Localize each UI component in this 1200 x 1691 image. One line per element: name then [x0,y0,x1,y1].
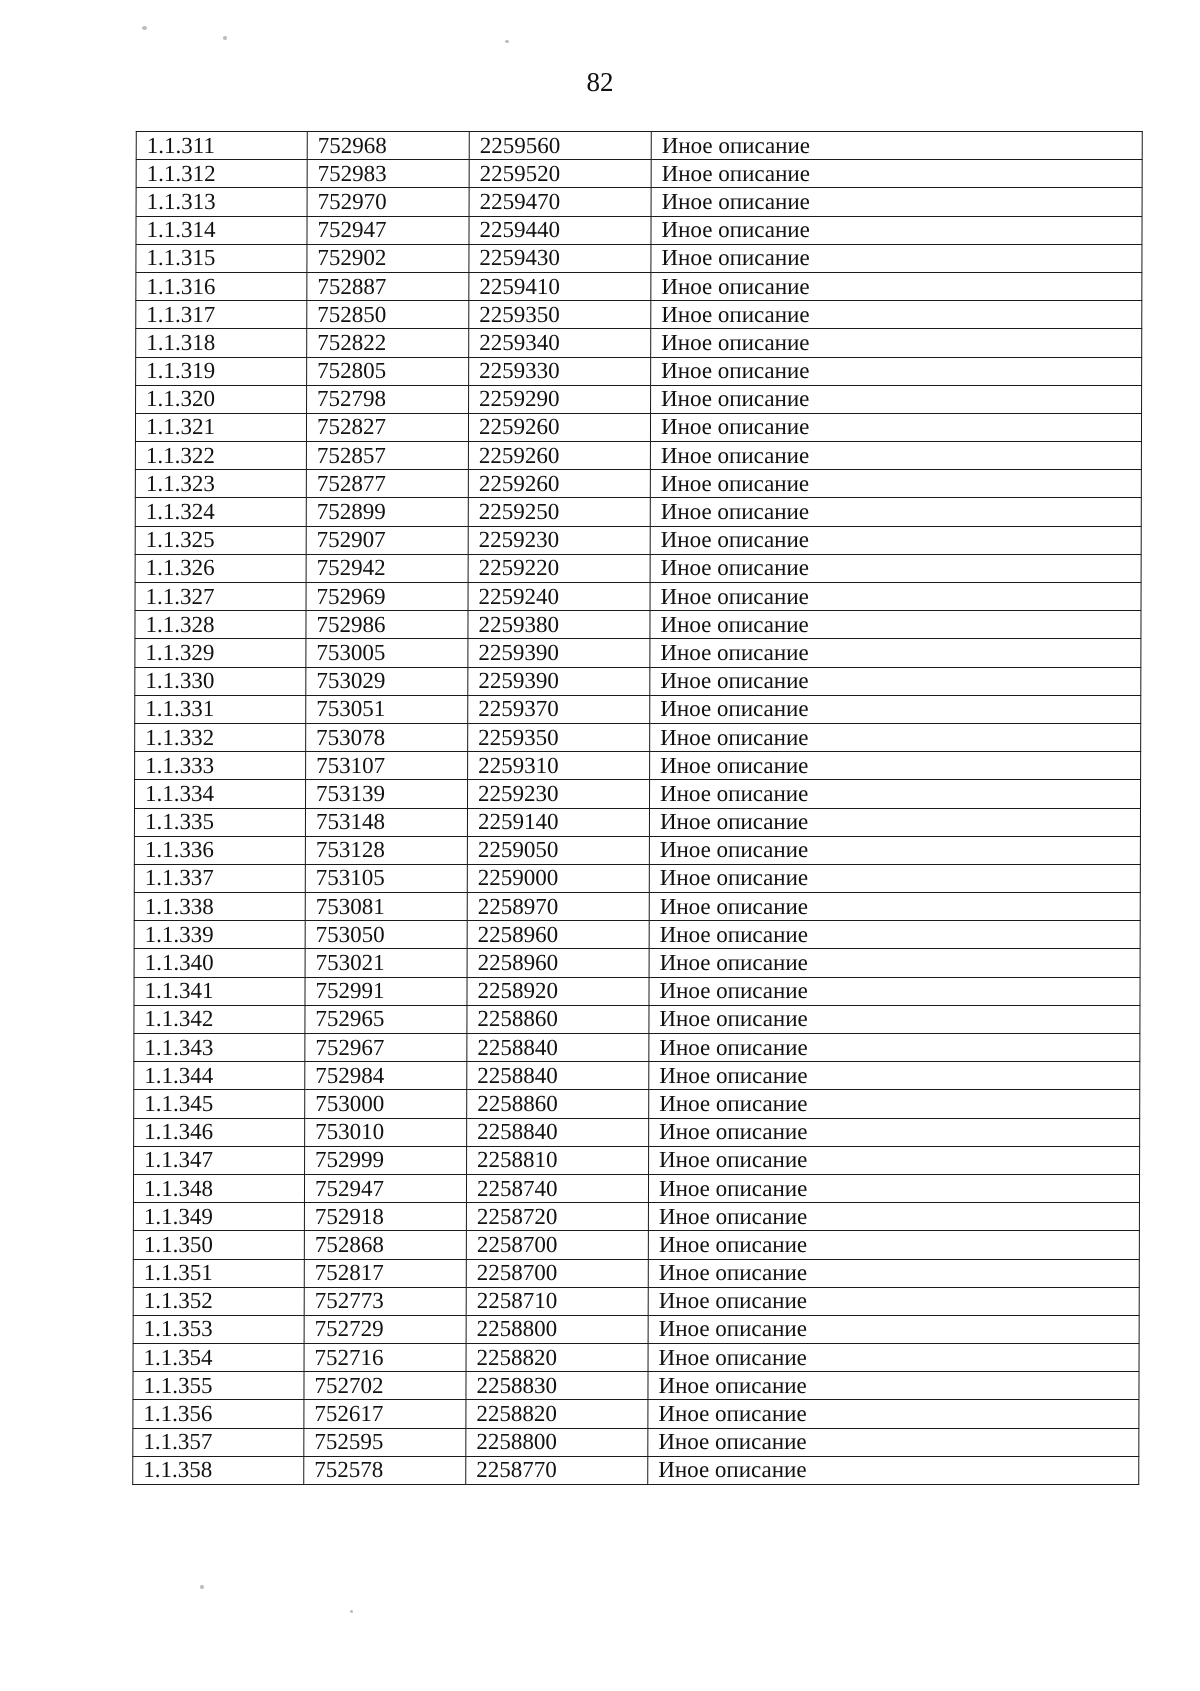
y-coordinate-cell: 2259430 [469,244,651,272]
table-body [133,132,1143,1485]
x-coordinate-cell: 752965 [305,1005,467,1033]
description-cell: Иное описание [649,893,1140,921]
table-row [134,1034,1140,1062]
point-number-cell: 1.1.348 [133,1174,304,1202]
point-number-cell: 1.1.328 [135,611,306,639]
point-number-cell: 1.1.326 [135,554,306,582]
y-coordinate-cell: 2259290 [469,385,651,413]
table-row [135,498,1141,526]
scan-speck [142,26,147,30]
point-number-cell: 1.1.349 [133,1203,304,1231]
point-number-cell: 1.1.319 [136,357,307,385]
table-row [134,921,1140,949]
point-number-cell: 1.1.337 [134,864,305,892]
x-coordinate-cell: 753139 [306,780,468,808]
x-coordinate-cell: 752729 [304,1315,466,1343]
scan-speck [223,36,227,40]
description-cell: Иное описание [648,1456,1139,1484]
description-cell: Иное описание [650,526,1141,554]
x-coordinate-cell: 752716 [304,1344,466,1372]
y-coordinate-cell: 2258860 [467,1090,649,1118]
table-row [133,1315,1139,1343]
y-coordinate-cell: 2259310 [468,752,650,780]
x-coordinate-cell: 752902 [307,244,469,272]
y-coordinate-cell: 2258960 [467,949,649,977]
description-cell: Иное описание [649,1005,1140,1033]
y-coordinate-cell: 2259380 [468,611,650,639]
table-row [134,977,1140,1005]
point-number-cell: 1.1.351 [133,1259,304,1287]
y-coordinate-cell: 2259260 [468,442,650,470]
x-coordinate-cell: 752817 [304,1259,466,1287]
point-number-cell: 1.1.343 [134,1034,305,1062]
y-coordinate-cell: 2258720 [466,1203,648,1231]
y-coordinate-cell: 2259340 [469,329,651,357]
table-row [136,385,1142,413]
scan-speck [350,1610,353,1613]
table-row [135,639,1141,667]
y-coordinate-cell: 2258970 [467,893,649,921]
point-number-cell: 1.1.352 [133,1287,304,1315]
description-cell: Иное описание [648,1315,1139,1343]
description-cell: Иное описание [648,1344,1139,1372]
y-coordinate-cell: 2258840 [467,1118,649,1146]
description-cell: Иное описание [650,723,1141,751]
y-coordinate-cell: 2259410 [469,272,651,300]
x-coordinate-cell: 752877 [306,470,468,498]
x-coordinate-cell: 752918 [304,1203,466,1231]
y-coordinate-cell: 2259350 [468,723,650,751]
table-row [133,1456,1139,1484]
table-row [136,272,1142,300]
x-coordinate-cell: 752822 [307,329,469,357]
description-cell: Иное описание [648,1231,1139,1259]
table-row [133,1428,1139,1456]
x-coordinate-cell: 752773 [304,1287,466,1315]
description-cell: Иное описание [650,639,1141,667]
description-cell: Иное описание [649,1090,1140,1118]
table-row [133,1231,1139,1259]
y-coordinate-cell: 2259220 [468,554,650,582]
point-number-cell: 1.1.327 [135,583,306,611]
description-cell: Иное описание [651,272,1142,300]
point-number-cell: 1.1.331 [135,695,306,723]
table-row [133,1287,1139,1315]
y-coordinate-cell: 2259390 [468,639,650,667]
x-coordinate-cell: 752969 [306,583,468,611]
description-cell: Иное описание [649,1146,1140,1174]
table-row [136,160,1142,188]
point-number-cell: 1.1.345 [134,1090,305,1118]
x-coordinate-cell: 752827 [306,413,468,441]
x-coordinate-cell: 752967 [305,1034,467,1062]
x-coordinate-cell: 752899 [306,498,468,526]
x-coordinate-cell: 753107 [306,752,468,780]
point-number-cell: 1.1.314 [136,216,307,244]
y-coordinate-cell: 2258800 [466,1315,648,1343]
x-coordinate-cell: 753021 [305,949,467,977]
description-cell: Иное описание [651,188,1142,216]
y-coordinate-cell: 2259050 [467,836,649,864]
table-row [135,695,1141,723]
point-number-cell: 1.1.321 [135,413,306,441]
y-coordinate-cell: 2259560 [469,132,651,160]
point-number-cell: 1.1.316 [136,272,307,300]
point-number-cell: 1.1.312 [136,160,307,188]
table-row [134,1146,1140,1174]
scan-speck [200,1585,204,1589]
y-coordinate-cell: 2259470 [469,188,651,216]
table-row [134,808,1140,836]
point-number-cell: 1.1.346 [134,1118,305,1146]
y-coordinate-cell: 2259000 [467,864,649,892]
table-row [136,357,1142,385]
description-cell: Иное описание [650,470,1141,498]
point-number-cell: 1.1.318 [136,329,307,357]
table-row [136,216,1142,244]
y-coordinate-cell: 2258960 [467,921,649,949]
y-coordinate-cell: 2258840 [467,1062,649,1090]
point-number-cell: 1.1.333 [135,752,306,780]
point-number-cell: 1.1.335 [134,808,305,836]
x-coordinate-cell: 752868 [304,1231,466,1259]
y-coordinate-cell: 2259370 [468,695,650,723]
point-number-cell: 1.1.356 [133,1400,304,1428]
x-coordinate-cell: 752942 [306,554,468,582]
point-number-cell: 1.1.336 [134,836,305,864]
x-coordinate-cell: 753000 [305,1090,467,1118]
y-coordinate-cell: 2259250 [468,498,650,526]
y-coordinate-cell: 2258840 [467,1034,649,1062]
table-row [135,723,1141,751]
description-cell: Иное описание [650,611,1141,639]
x-coordinate-cell: 752947 [307,216,469,244]
table-row [135,413,1141,441]
y-coordinate-cell: 2258860 [467,1005,649,1033]
table-row [133,1203,1139,1231]
description-cell: Иное описание [649,808,1140,836]
table-row [135,442,1141,470]
point-number-cell: 1.1.342 [134,1005,305,1033]
point-number-cell: 1.1.347 [134,1146,305,1174]
x-coordinate-cell: 753029 [306,667,468,695]
x-coordinate-cell: 752857 [306,442,468,470]
y-coordinate-cell: 2258740 [466,1174,648,1202]
description-cell: Иное описание [651,244,1142,272]
table-row [135,611,1141,639]
point-number-cell: 1.1.340 [134,949,305,977]
point-number-cell: 1.1.344 [134,1062,305,1090]
point-number-cell: 1.1.329 [135,639,306,667]
x-coordinate-cell: 753051 [306,695,468,723]
y-coordinate-cell: 2259140 [467,808,649,836]
description-cell: Иное описание [649,921,1140,949]
table-row [135,554,1141,582]
table-row [135,470,1141,498]
point-number-cell: 1.1.330 [135,667,306,695]
x-coordinate-cell: 753148 [305,808,467,836]
description-cell: Иное описание [651,132,1142,160]
table-row [133,1372,1139,1400]
y-coordinate-cell: 2259240 [468,583,650,611]
point-number-cell: 1.1.332 [135,723,306,751]
point-number-cell: 1.1.311 [136,132,307,160]
description-cell: Иное описание [648,1259,1139,1287]
description-cell: Иное описание [649,977,1140,1005]
table-row [135,526,1141,554]
x-coordinate-cell: 752970 [307,188,469,216]
description-cell: Иное описание [649,864,1140,892]
table-row [134,893,1140,921]
description-cell: Иное описание [648,1203,1139,1231]
point-number-cell: 1.1.355 [133,1372,304,1400]
table-row [133,1174,1139,1202]
point-number-cell: 1.1.323 [135,470,306,498]
x-coordinate-cell: 753050 [305,921,467,949]
description-cell: Иное описание [650,498,1141,526]
description-cell: Иное описание [650,583,1141,611]
y-coordinate-cell: 2259390 [468,667,650,695]
point-number-cell: 1.1.325 [135,526,306,554]
table-row [135,667,1141,695]
x-coordinate-cell: 753078 [306,723,468,751]
y-coordinate-cell: 2259230 [468,526,650,554]
x-coordinate-cell: 752578 [304,1456,466,1484]
table-row [135,752,1141,780]
point-number-cell: 1.1.339 [134,921,305,949]
description-cell: Иное описание [651,385,1142,413]
description-cell: Иное описание [648,1174,1139,1202]
table-row [136,132,1142,160]
x-coordinate-cell: 752850 [307,301,469,329]
point-number-cell: 1.1.350 [133,1231,304,1259]
description-cell: Иное описание [651,357,1142,385]
table-row [134,1062,1140,1090]
x-coordinate-cell: 752702 [304,1372,466,1400]
table-row [134,1118,1140,1146]
y-coordinate-cell: 2259440 [469,216,651,244]
y-coordinate-cell: 2258700 [466,1259,648,1287]
point-number-cell: 1.1.354 [133,1344,304,1372]
y-coordinate-cell: 2258820 [466,1344,648,1372]
description-cell: Иное описание [650,667,1141,695]
y-coordinate-cell: 2258770 [466,1456,648,1484]
description-cell: Иное описание [650,752,1141,780]
x-coordinate-cell: 753081 [305,893,467,921]
description-cell: Иное описание [651,216,1142,244]
y-coordinate-cell: 2259260 [468,413,650,441]
y-coordinate-cell: 2258920 [467,977,649,1005]
x-coordinate-cell: 753128 [305,836,467,864]
description-cell: Иное описание [648,1287,1139,1315]
table-row [133,1259,1139,1287]
table-row [135,583,1141,611]
x-coordinate-cell: 752947 [304,1174,466,1202]
y-coordinate-cell: 2259230 [468,780,650,808]
description-cell: Иное описание [648,1372,1139,1400]
description-cell: Иное описание [650,554,1141,582]
description-cell: Иное описание [651,301,1142,329]
table-row [134,1090,1140,1118]
y-coordinate-cell: 2259520 [469,160,651,188]
description-cell: Иное описание [649,949,1140,977]
x-coordinate-cell: 752984 [305,1062,467,1090]
point-number-cell: 1.1.313 [136,188,307,216]
x-coordinate-cell: 752595 [304,1428,466,1456]
y-coordinate-cell: 2259330 [469,357,651,385]
table-row [134,1005,1140,1033]
y-coordinate-cell: 2259260 [468,470,650,498]
x-coordinate-cell: 753010 [305,1118,467,1146]
description-cell: Иное описание [651,329,1142,357]
point-number-cell: 1.1.324 [135,498,306,526]
description-cell: Иное описание [650,413,1141,441]
y-coordinate-cell: 2258820 [466,1400,648,1428]
description-cell: Иное описание [649,1118,1140,1146]
description-cell: Иное описание [649,1034,1140,1062]
x-coordinate-cell: 752798 [307,385,469,413]
table-row [136,329,1142,357]
table-row [133,1344,1139,1372]
x-coordinate-cell: 752887 [307,272,469,300]
table-row [136,244,1142,272]
x-coordinate-cell: 752991 [305,977,467,1005]
description-cell: Иное описание [651,160,1142,188]
point-number-cell: 1.1.341 [134,977,305,1005]
table-row [134,864,1140,892]
x-coordinate-cell: 753005 [306,639,468,667]
y-coordinate-cell: 2258830 [466,1372,648,1400]
description-cell: Иное описание [650,780,1141,808]
page-number: 82 [586,67,614,97]
point-number-cell: 1.1.322 [135,442,306,470]
description-cell: Иное описание [649,1062,1140,1090]
y-coordinate-cell: 2259350 [469,301,651,329]
x-coordinate-cell: 752805 [307,357,469,385]
description-cell: Иное описание [648,1428,1139,1456]
point-number-cell: 1.1.357 [133,1428,304,1456]
description-cell: Иное описание [649,836,1140,864]
table-row [134,836,1140,864]
y-coordinate-cell: 2258710 [466,1287,648,1315]
x-coordinate-cell: 752968 [307,132,469,160]
x-coordinate-cell: 752617 [304,1400,466,1428]
x-coordinate-cell: 752907 [306,526,468,554]
table-row [133,1400,1139,1428]
point-number-cell: 1.1.358 [133,1456,304,1484]
x-coordinate-cell: 752983 [307,160,469,188]
point-number-cell: 1.1.320 [136,385,307,413]
point-number-cell: 1.1.334 [135,780,306,808]
description-cell: Иное описание [650,442,1141,470]
point-number-cell: 1.1.317 [136,301,307,329]
point-number-cell: 1.1.315 [136,244,307,272]
table-row [134,949,1140,977]
point-number-cell: 1.1.338 [134,893,305,921]
description-cell: Иное описание [648,1400,1139,1428]
point-number-cell: 1.1.353 [133,1315,304,1343]
x-coordinate-cell: 752986 [306,611,468,639]
table-row [136,188,1142,216]
table-row [135,780,1141,808]
y-coordinate-cell: 2258800 [466,1428,648,1456]
y-coordinate-cell: 2258700 [466,1231,648,1259]
table-row [136,301,1142,329]
x-coordinate-cell: 752999 [305,1146,467,1174]
description-cell: Иное описание [650,695,1141,723]
x-coordinate-cell: 753105 [305,864,467,892]
y-coordinate-cell: 2258810 [467,1146,649,1174]
scan-speck [505,40,509,43]
coordinates-table [132,131,1143,1485]
